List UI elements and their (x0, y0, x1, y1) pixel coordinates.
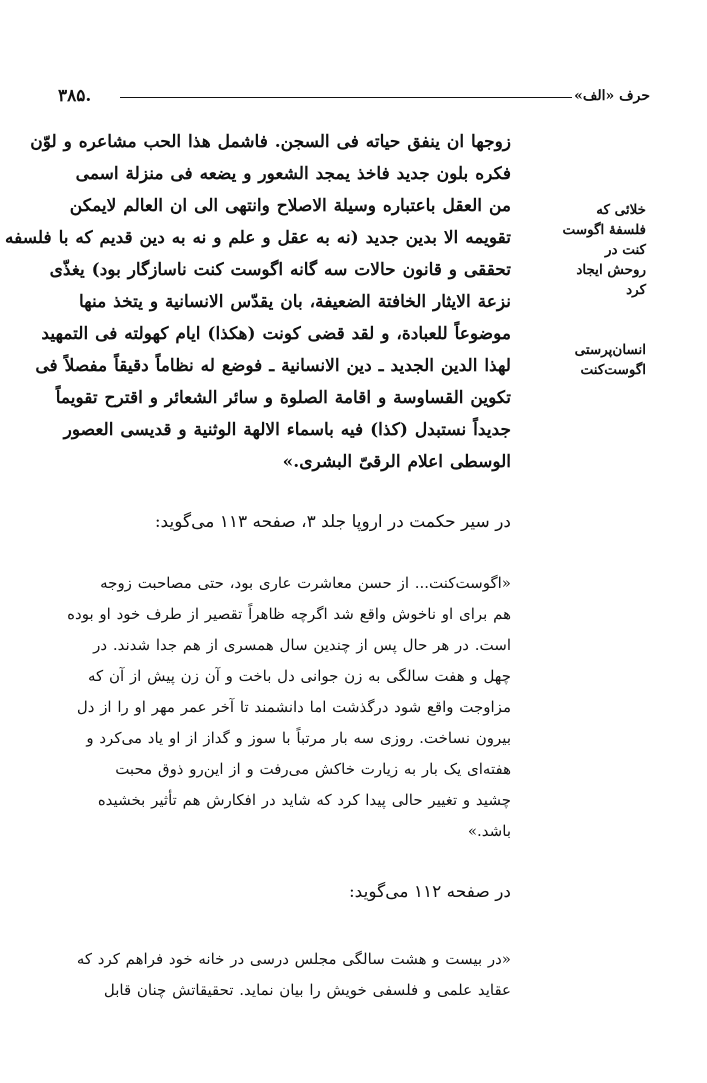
quote-line: هم برای او ناخوش واقع شد اگرچه ظاهراً تقصیر از طرف خود او بوده (67, 605, 511, 623)
margin-note-line: كنت در (605, 242, 646, 258)
quote-line: چهل و هفت سالگی به زن جوانی دل باخت و آن زن پیش از آن که (88, 667, 511, 685)
margin-note-line: فلسفهٔ اگوست (562, 222, 646, 238)
margin-note-void (556, 200, 646, 300)
margin-note-line: روحش ايجاد (576, 262, 646, 278)
quote-line: «در بیست و هشت سالگی مجلس درسی در خانه خود فراهم کرد که (76, 950, 511, 968)
quote-line: جديداً نستبدل (كذا) فيه باسماء الالهة الوثنية و قديسى العصور (63, 420, 511, 440)
running-section-title: حرف «الف» (574, 88, 650, 104)
quote-line: فكره بلون جديد فاخذ يمجد الشعور و يضعه فى منزلة اسمى (75, 164, 511, 184)
quote-line: «اگوست‌کنت... از حسن معاشرت عاری بود، حتی مصاحبت زوجه (100, 574, 511, 592)
quote-line: من العقل باعتباره وسيلة الاصلاح وانتهى الى ان العالم لايمكن (69, 196, 511, 216)
citation-intro-2: در صفحه ۱۱۲ می‌گوید: (348, 882, 511, 902)
citation-intro-1: در سیر حکمت در اروپا جلد ۳، صفحه ۱۱۳ می‌گوید: (154, 512, 511, 532)
quote-line: تقويمه الا بدين جديد (نه به عقل و علم و نه به دين قديم كه با فلسفه (5, 228, 511, 248)
margin-note-line: كرد (626, 282, 646, 298)
quote-line: باشد.» (467, 822, 511, 840)
quote-line: موضوعاً للعبادة، و لقد قضى كونت (هكذا) ايام كهولته فى التمهيد (41, 324, 511, 344)
header-rule (120, 97, 572, 98)
arabic-quote-block (5, 126, 511, 478)
quote-line: مزاوجت واقع شود درگذشت اما دانشمند تا آخر عمر مهر او را از دل (76, 698, 511, 716)
quote-line: لهذا الدين الجديد ـ دين الانسانية ـ فوضع له نظاماً دقيقاً مفصلاً فى (35, 356, 511, 376)
margin-note-line: انسان‌پرستى (574, 342, 646, 358)
quote-line: الوسطى اعلام الرقىّ البشرى.» (282, 452, 511, 472)
margin-note-line: اگوست‌كنت (580, 362, 646, 378)
quote-line: است. در هر حال پس از چندین سال همسری از هم جدا شدند. در (93, 636, 511, 654)
quote-line: تحققى و قانون حالات سه گانه اگوست كنت ناسازگار بود) يغذّى (49, 260, 511, 280)
page-header (58, 86, 650, 110)
quote-line: نزعة الايثار الخافتة الضعيفة، بان يقدّس الانسانية و يتخذ منها (79, 292, 511, 312)
page-number: ۳۸۵. (58, 86, 92, 106)
quote-line: چشید و تغییر حالی پیدا کرد که شاید در افکارش هم تأثیر بخشیده (97, 791, 511, 809)
quote-line: زوجها ان ينفق حياته فى السجن. فاشمل هذا الحب مشاعره و لوّن (30, 132, 511, 152)
margin-note-line: خلائى كه (596, 202, 646, 218)
persian-quote-block-1 (59, 568, 511, 847)
margin-note-humanism (556, 340, 646, 380)
quote-line: بیرون نساخت. روزی سه بار مرتباً با سوز و گداز از او یاد می‌کرد و (86, 729, 511, 747)
quote-line: عقاید علمی و فلسفی خویش را بیان نماید. تحقیقاتش چنان قابل (103, 981, 511, 999)
quote-line: تكوين القساوسة و اقامة الصلوة و سائر الشعائر و اقترح تقويماً (55, 388, 511, 408)
persian-quote-block-2 (59, 944, 511, 1006)
quote-line: هفته‌ای یک بار به زیارت خاکش می‌رفت و از این‌رو ذوق محبت (115, 760, 511, 778)
